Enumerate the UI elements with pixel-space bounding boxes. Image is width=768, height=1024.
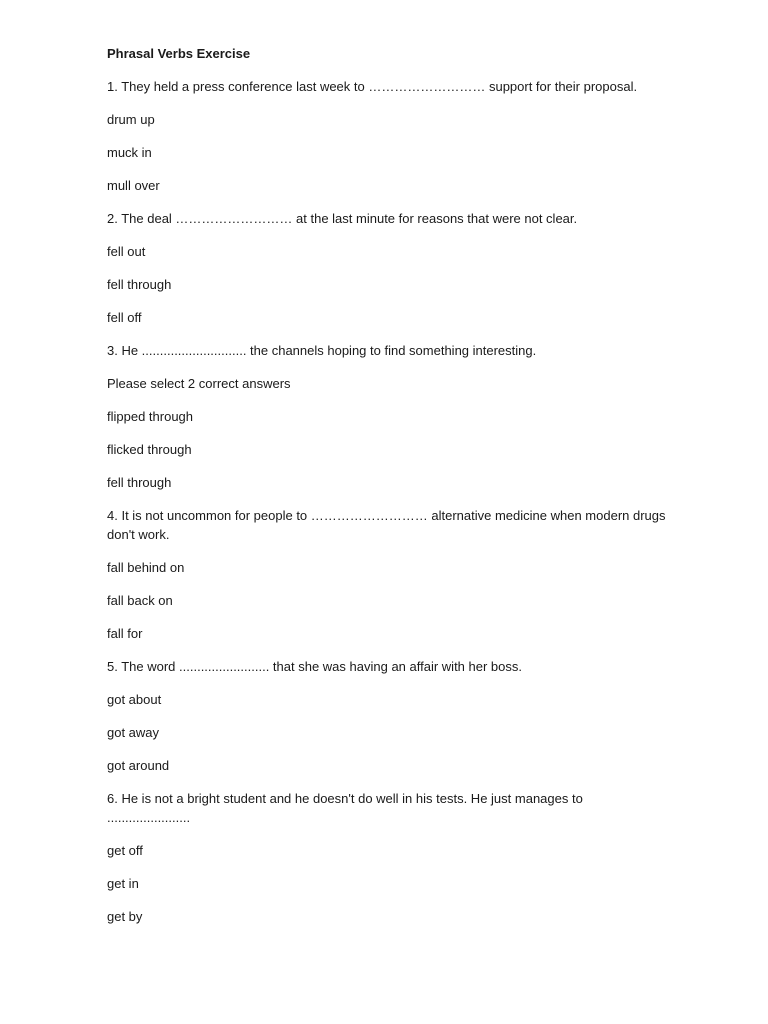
question-text: 3. He ............................. the channels hoping to find something interesting. [107, 343, 537, 358]
question-6 [107, 789, 667, 926]
answer-option: fell out [107, 244, 146, 259]
question-text: 6. He is not a bright student and he doesn't do well in his tests. He just manages to ....................... [107, 791, 583, 825]
answer-option: fell off [107, 310, 142, 325]
answer-option: got about [107, 692, 162, 707]
question-text: 1. They held a press conference last week to ……………………… support for their proposal. [107, 79, 638, 94]
question-text: 5. The word ......................... that she was having an affair with her boss. [107, 659, 522, 674]
question-text: 4. It is not uncommon for people to ……………………… alternative medicine when modern drugs don't work. [107, 508, 666, 542]
question-5 [107, 657, 667, 775]
answer-option: drum up [107, 112, 155, 127]
question-1 [107, 77, 667, 195]
answer-option: fell through [107, 475, 172, 490]
question-instruction: Please select 2 correct answers [107, 376, 291, 391]
answer-option: fell through [107, 277, 172, 292]
answer-option: mull over [107, 178, 160, 193]
answer-option: fall behind on [107, 560, 185, 575]
document-title: Phrasal Verbs Exercise [107, 46, 251, 61]
question-text: 2. The deal ……………………… at the last minute for reasons that were not clear. [107, 211, 578, 226]
answer-option: muck in [107, 145, 152, 160]
answer-option: get off [107, 843, 143, 858]
answer-option: flicked through [107, 442, 192, 457]
answer-option: fall for [107, 626, 143, 641]
question-4 [107, 506, 667, 643]
answer-option: got around [107, 758, 170, 773]
answer-option: flipped through [107, 409, 194, 424]
question-3 [107, 341, 667, 492]
answer-option: got away [107, 725, 160, 740]
answer-option: fall back on [107, 593, 173, 608]
question-2 [107, 209, 667, 327]
answer-option: get in [107, 876, 139, 891]
document-page [107, 45, 667, 940]
answer-option: get by [107, 909, 143, 924]
